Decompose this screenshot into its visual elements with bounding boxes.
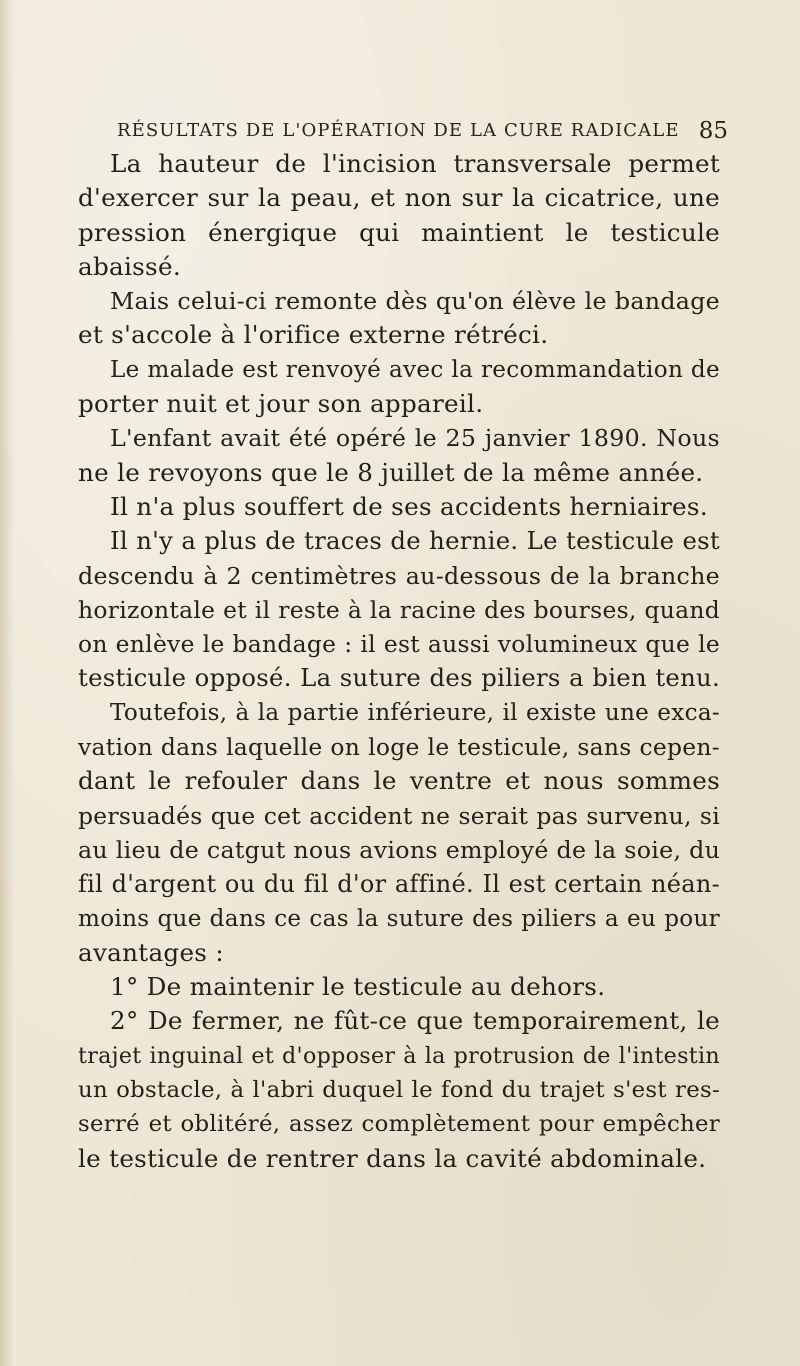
text-line: avantages : — [78, 937, 224, 967]
text-line: dant le refouler dans le ventre et nous sommes — [78, 766, 720, 796]
text-line: testicule opposé. La suture des piliers a bien tenu. — [78, 663, 720, 693]
text-line: Mais celui-ci remonte dès qu'on élève le bandage — [110, 287, 720, 316]
text-line: descendu à 2 centimètres au-dessous de la branche — [78, 561, 720, 590]
text-line: 2° De fermer, ne fût-ce que temporairement, le — [110, 1006, 720, 1036]
text-line: d'exercer sur la peau, et non sur la cicatrice, une — [78, 183, 720, 213]
text-line: vation dans laquelle on loge le testicule, sans cepen- — [78, 733, 720, 762]
text-line: au lieu de catgut nous avions employé de la soie, du — [78, 835, 721, 864]
page-number: 85 — [698, 118, 728, 144]
text-line: un obstacle, à l'abri duquel le fond du trajet s'est res- — [78, 1077, 720, 1104]
text-line: abaissé. — [78, 251, 181, 281]
text-line: Il n'a plus souffert de ses accidents herniaires. — [110, 491, 708, 521]
text-line: La hauteur de l'incision transversale permet — [110, 149, 720, 178]
text-line: Le malade est renvoyé avec la recommandation de — [110, 356, 720, 383]
text-line: L'enfant avait été opéré le 25 janvier 1890. Nous — [110, 424, 720, 453]
body-text — [78, 147, 720, 1176]
text-line: on enlève le bandage : il est aussi volumineux que le — [78, 630, 720, 659]
text-line: fil d'argent ou du fil d'or affiné. Il est certain néan- — [78, 870, 720, 899]
text-line: porter nuit et jour son appareil. — [78, 389, 484, 419]
text-line: moins que dans ce cas la suture des piliers a eu pour — [78, 905, 720, 932]
text-line: Il n'y a plus de traces de hernie. Le testicule est — [110, 526, 720, 556]
text-line: le testicule de rentrer dans la cavité abdominale. — [78, 1143, 707, 1173]
text-line: serré et oblitéré, assez complètement pour empêcher — [78, 1111, 720, 1138]
text-line: Toutefois, à la partie inférieure, il existe une exca- — [110, 699, 720, 726]
text-line: trajet inguinal et d'opposer à la protrusion de l'intestin — [78, 1042, 720, 1069]
text-line: et s'accole à l'orifice externe rétréci. — [78, 320, 549, 350]
text-line: persuadés que cet accident ne serait pas survenu, si — [78, 801, 720, 830]
page-edge-shadow — [0, 0, 14, 1366]
running-head-title: RÉSULTATS DE L'OPÉRATION DE LA CURE RADICALE — [117, 120, 680, 141]
running-head — [117, 118, 728, 148]
text-line: horizontale et il reste à la racine des bourses, quand — [78, 595, 720, 624]
text-line: ne le revoyons que le 8 juillet de la même année. — [78, 457, 704, 487]
text-line: pression énergique qui maintient le testicule — [78, 217, 720, 247]
text-line: 1° De maintenir le testicule au dehors. — [110, 972, 606, 1002]
